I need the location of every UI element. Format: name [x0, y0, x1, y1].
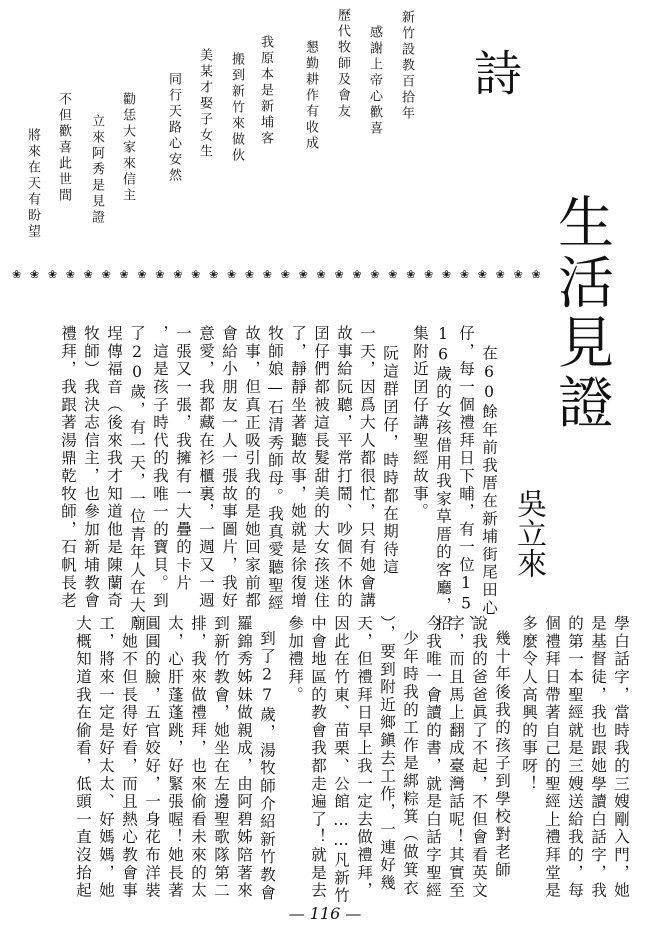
body-column: ，她不但長得好看，而且熱心教會事 — [120, 615, 138, 900]
poem-line: 將來在天有盼望 — [25, 128, 40, 240]
body-column: 羅錦秀姊妹做親成，由阿碧姊陪著來 — [235, 615, 253, 900]
body-column: 在60餘年前我厝在新埔街尾田心 — [480, 345, 498, 617]
article-title: 生活見證 — [549, 193, 614, 433]
body-column: 禮拜，我跟著湯鼎乾牧師，石帆長老 — [59, 325, 77, 610]
body-column: 仔，每一個禮拜日下晡，有一位15、 — [457, 325, 475, 633]
body-column: 今我唯一會讀的書，就是白話字聖經 — [424, 615, 442, 900]
body-column: 多麼令人高興的事呀！ — [520, 615, 538, 793]
body-column: 少年時我的工作是綁粽箕（做箕衣 — [401, 630, 419, 897]
poem-line: 勸恁大家來信主 — [120, 92, 135, 204]
body-column: 會給小朋友一人一張故事圖片，我好 — [220, 325, 238, 610]
body-column: 學白話字，當時我的三嫂剛入門，她 — [612, 615, 630, 900]
body-column: 了20歲，有一天，一位青年人在大廟 — [128, 325, 146, 633]
body-column: ，這是孩子時代的我唯一的寶貝。到 — [151, 325, 169, 610]
poem-line: 我原本是新埔客 — [258, 35, 273, 147]
body-column: 參加禮拜。 — [286, 615, 304, 704]
poem-line: 不但歡喜此世間 — [56, 92, 71, 204]
body-column: 因此在竹東、苗栗、公館……凡新竹 — [332, 615, 350, 905]
star-divider: ❀ ❀ ❀ ❀ ❀ ❀ ❀ ❀ ❀ ❀ ❀ ❀ ❀ ❀ ❀ ❀ ❀ ❀ ❀ ❀ ❀ ❀ ❀ ❀ ❀ ❀ ❀ ❀ ❀ ❀ — [12, 268, 544, 281]
page-number: — 116 — — [288, 904, 362, 923]
body-column: 到了27歲，湯牧師介紹新竹教會 — [258, 630, 276, 902]
body-column: 了，靜靜坐著聽故事，她就是徐復增 — [289, 325, 307, 610]
poem-line: 歷代牧師及會友 — [335, 8, 350, 120]
body-column: 阮這群囝仔，時時都在期待這 — [381, 345, 399, 577]
poem-line: 感謝上帝心歡喜 — [367, 25, 382, 137]
poem-line: 新竹設教百拾年 — [399, 10, 414, 122]
body-column: 16歲的女孩借用我家草厝的客廳，招 — [434, 325, 452, 633]
body-column: ），要到附近鄉鎭去工作，一連好幾 — [378, 615, 396, 893]
body-column: 排，我來做禮拜，也來偷看未來的太 — [189, 615, 207, 900]
body-column: 太，心肝蓬蓬跳，好緊張喔！她長著 — [166, 615, 184, 900]
body-column: 天，但禮拜日早上我一定去做禮拜， — [355, 615, 373, 900]
article-author: 吳立來 — [511, 488, 546, 578]
body-column: 大概知道我在偷看，低頭一直沒抬起 — [74, 615, 92, 900]
body-column: 故事，但真正吸引我的是她回家前都 — [243, 325, 261, 610]
body-column: 幾十年後我的孩子到學校對老師 — [493, 630, 511, 880]
poem-line: 搬到新竹來做伙 — [229, 52, 244, 164]
body-column: 是基督徒，我也跟她學讀白話字，我 — [589, 615, 607, 900]
body-column: 集附近囝仔講聖經故事。 — [411, 325, 429, 521]
poem-line: 立來阿秀是見證 — [89, 114, 104, 226]
body-column: 一天，因爲大人都很忙，只有她會講 — [358, 325, 376, 610]
poem-line: 美某才娶子女生 — [197, 48, 212, 160]
body-column: 個禮拜日帶著自己的聖經上禮拜堂是 — [543, 615, 561, 900]
body-column: 囝仔們都被這長髮甜美的大女孩迷住 — [312, 325, 330, 610]
body-column: 中會地區的教會我都走遍了！就是去 — [309, 615, 327, 900]
body-column: 牧師娘—石清秀師母。我真愛聽聖經 — [266, 325, 284, 613]
body-column: 到新竹教會，她坐在左邊聖歌隊第二 — [212, 615, 230, 900]
poem-heading: 詩 — [474, 46, 523, 102]
body-column: 一張又一張，我擁有一大疊的卡片 — [174, 325, 192, 592]
poem-line: 懇勤耕作有收成 — [303, 40, 318, 152]
body-column: 說我的爸爸眞了不起，不但會看英文 — [470, 615, 488, 900]
body-column: 埕傳福音（後來我才知道他是陳蘭奇 — [105, 325, 123, 610]
body-column: 故事給阮聽，平常打鬧、吵個不休的 — [335, 325, 353, 610]
body-column: 意愛，我都藏在衫櫃裏，一週又一週 — [197, 325, 215, 610]
body-column: 字，而且馬上翻成臺灣話呢！其實至 — [447, 615, 465, 900]
body-column: 工，將來一定是好太太、好媽媽，她 — [97, 615, 115, 900]
body-column: 的第一本聖經就是三嫂送給我的，每 — [566, 615, 584, 900]
poem-line: 同行天路心安然 — [166, 72, 181, 184]
body-column: 牧師）我決志信主，也參加新埔教會 — [82, 325, 100, 610]
body-column: 圓圓的臉，五官姣好，一身花布洋裝 — [143, 615, 161, 900]
